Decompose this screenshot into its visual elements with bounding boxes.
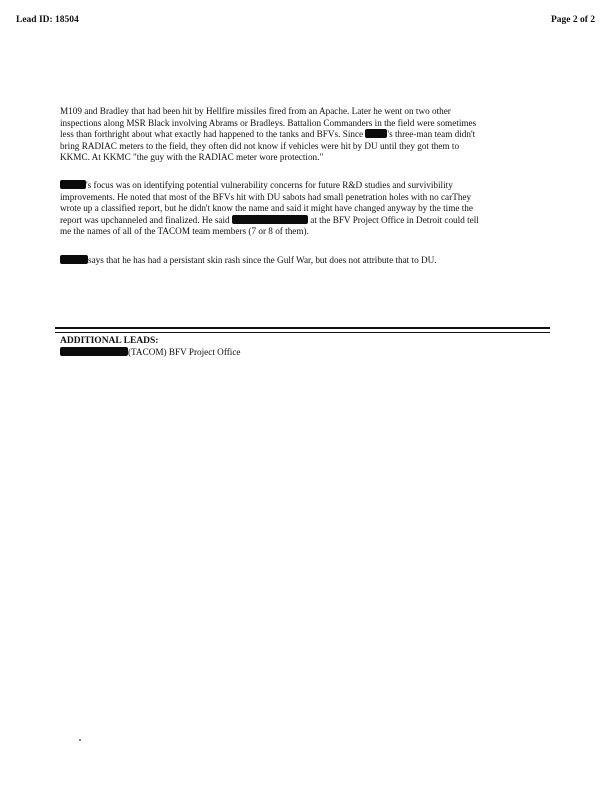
paragraph-skin-rash xyxy=(60,255,540,267)
text-fragment: says that he has had a persistant skin rash since the Gulf War, but does not attribute that to DU. xyxy=(88,255,437,265)
text-line: bring RADIAC meters to the field, they often did not know if vehicles were hit by DU until they got them to xyxy=(60,140,460,151)
text-fragment: at the BFV Project Office in Detroit could tell xyxy=(310,214,479,225)
redaction-block xyxy=(60,347,128,356)
text-fragment: 's focus was on identifying potential vulnerability concerns for future R&D studies and survivibility xyxy=(86,180,453,190)
redaction-block xyxy=(60,255,88,264)
text-fragment: They xyxy=(452,191,472,202)
text-line: wrote up a classified report, but he didn't know the name and said it might have changed anyway by the time the xyxy=(60,203,473,214)
text-fragment: 's three-man team didn't xyxy=(387,129,476,140)
additional-lead-text: (TACOM) BFV Project Office xyxy=(128,347,241,357)
text-fragment: less than forthright about what exactly had happened to the tanks and BFVs. Since xyxy=(60,129,366,140)
redaction-block xyxy=(365,129,387,138)
text-line xyxy=(60,192,540,204)
redaction-block xyxy=(60,180,86,189)
paragraph-inspections xyxy=(60,106,540,164)
text-line: M109 and Bradley that had been hit by Hellfire missiles fired from an Apache. Later he went on two other xyxy=(60,106,451,116)
scan-speck xyxy=(79,739,81,741)
page-number: Page 2 of 2 xyxy=(550,15,595,25)
redaction-block xyxy=(232,215,308,224)
lead-id: Lead ID: 18504 xyxy=(16,15,79,25)
text-line: inspections along MSR Black involving Abrams or Bradleys. Battalion Commanders in the field were sometimes xyxy=(60,117,477,128)
additional-leads-heading: ADDITIONAL LEADS: xyxy=(60,336,159,346)
text-line: KKMC. At KKMC "the guy with the RADIAC meter wore protection." xyxy=(60,152,324,163)
text-line: me the names of all of the TACOM team members (7 or 8 of them). xyxy=(60,226,309,237)
text-line xyxy=(60,255,540,267)
text-line xyxy=(60,129,540,141)
paragraph-focus xyxy=(60,180,540,238)
text-line xyxy=(60,180,540,192)
additional-lead-item xyxy=(60,347,240,357)
section-divider xyxy=(55,332,550,333)
section-divider xyxy=(55,327,550,329)
text-line xyxy=(60,215,540,227)
text-fragment: report was upchanneled and finalized. He said xyxy=(60,214,232,225)
text-fragment: improvements. He noted that most of the BFVs hit with DU sabots had small penetration holes with no car xyxy=(60,191,453,202)
